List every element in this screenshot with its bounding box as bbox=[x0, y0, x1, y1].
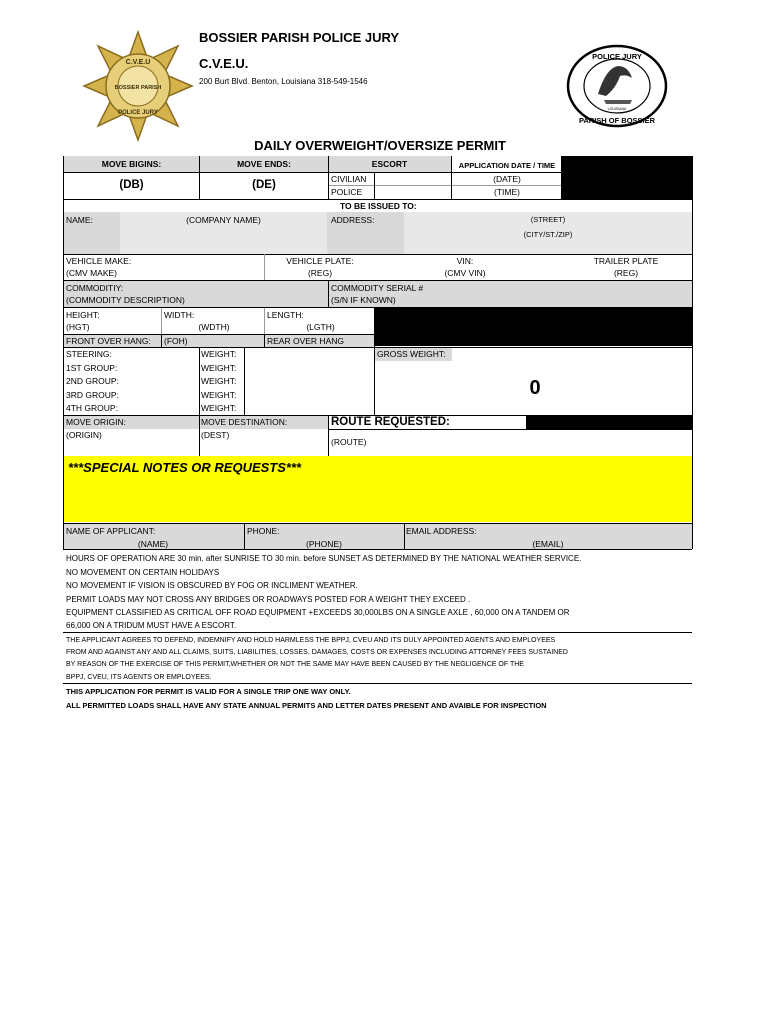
height-value[interactable]: (HGT) bbox=[66, 322, 90, 332]
app-time-value[interactable]: (TIME) bbox=[494, 187, 520, 197]
unit-title: C.V.E.U. bbox=[199, 56, 249, 71]
vin-value[interactable]: (CMV VIN) bbox=[444, 268, 486, 278]
app-date-label: APPLICATION DATE / TIME bbox=[458, 161, 556, 170]
footer-annual-permits: ALL PERMITTED LOADS SHALL HAVE ANY STATE ANNUAL PERMITS AND LETTER DATES PRESENT AND AVAIBLE FOR INSPECTION bbox=[66, 701, 547, 710]
foh-label: FRONT OVER HANG: bbox=[66, 336, 151, 346]
roh-value[interactable]: (ROH) bbox=[377, 336, 402, 346]
trailer-plate-value[interactable]: (REG) bbox=[613, 268, 639, 278]
roh-label: REAR OVER HANG bbox=[267, 336, 344, 346]
commodity-label: COMMODITIY: bbox=[66, 283, 124, 293]
phone-label: PHONE: bbox=[247, 526, 280, 536]
move-origin-value[interactable]: (ORIGIN) bbox=[66, 430, 102, 440]
rule-equipment: EQUIPMENT CLASSIFIED AS CRITICAL OFF ROAD EQUIPMENT +EXCEEDS 30,000LBS ON A SINGLE AXLE , 60,000 ON A TANDEM OR bbox=[66, 608, 570, 617]
length-value[interactable]: (LGTH) bbox=[306, 322, 335, 332]
seal-text-top: POLICE JURY bbox=[592, 52, 642, 61]
axle-3rd-label: 3RD GROUP: bbox=[66, 390, 119, 400]
special-notes-title: ***SPECIAL NOTES OR REQUESTS*** bbox=[68, 460, 302, 475]
width-label: WIDTH: bbox=[164, 310, 195, 320]
issued-to-label: TO BE ISSUED TO: bbox=[340, 201, 417, 211]
badge-text-mid: BOSSIER PARISH bbox=[114, 85, 162, 91]
vehicle-make-label: VEHICLE MAKE: bbox=[66, 256, 132, 266]
rule-fog: NO MOVEMENT IF VISION IS OBSCURED BY FOG OR INCLIMENT WEATHER. bbox=[66, 581, 358, 590]
vehicle-plate-label: VEHICLE PLATE: bbox=[286, 256, 354, 266]
indemnity-line-1: THE APPLICANT AGREES TO DEFEND, INDEMNIFY AND HOLD HARMLESS THE BPPJ, CVEU AND ITS DULY APPOINTED AGENTS AND EMPLOYEES bbox=[66, 637, 556, 644]
city-value[interactable]: (CITY/ST./ZIP) bbox=[523, 230, 573, 239]
phone-value[interactable]: (PHONE) bbox=[306, 539, 342, 549]
move-dest-value[interactable]: (DEST) bbox=[201, 430, 230, 440]
commodity-serial-value[interactable]: (S/N IF KNOWN) bbox=[331, 295, 396, 305]
route-black-block bbox=[526, 416, 692, 429]
email-value[interactable]: (EMAIL) bbox=[532, 539, 564, 549]
seal-text-bottom: PARISH OF BOSSIER bbox=[578, 116, 656, 125]
move-ends-value[interactable]: (DE) bbox=[252, 179, 276, 191]
black-block bbox=[561, 156, 692, 200]
address-label: ADDRESS: bbox=[331, 215, 375, 225]
vehicle-make-value[interactable]: (CMV MAKE) bbox=[66, 268, 117, 278]
axle-2nd-weight-label: WEIGHT: bbox=[201, 376, 237, 386]
parish-seal-logo bbox=[566, 44, 668, 128]
vehicle-plate-value[interactable]: (REG) bbox=[307, 268, 333, 278]
axle-steering-weight-label: WEIGHT: bbox=[201, 349, 237, 359]
badge-text-top: C.V.E.U bbox=[125, 59, 151, 66]
street-value[interactable]: (STREET) bbox=[530, 215, 566, 224]
dims-black-block bbox=[374, 308, 692, 346]
axle-4th-weight-label: WEIGHT: bbox=[201, 403, 237, 413]
axle-1st-label: 1ST GROUP: bbox=[66, 363, 118, 373]
axle-2nd-label: 2ND GROUP: bbox=[66, 376, 119, 386]
axle-1st-weight-label: WEIGHT: bbox=[201, 363, 237, 373]
move-dest-label: MOVE DESTINATION: bbox=[201, 417, 288, 427]
footer-single-trip: THIS APPLICATION FOR PERMIT IS VALID FOR A SINGLE TRIP ONE WAY ONLY. bbox=[66, 687, 351, 696]
org-address: 200 Burt Blvd. Benton, Louisiana 318-549-1546 bbox=[199, 77, 368, 86]
route-value[interactable]: (ROUTE) bbox=[331, 437, 367, 447]
route-requested-label: ROUTE REQUESTED: bbox=[331, 416, 450, 428]
form-title: DAILY OVERWEIGHT/OVERSIZE PERMIT bbox=[254, 138, 506, 153]
escort-police[interactable]: POLICE bbox=[331, 187, 363, 197]
company-name-value[interactable]: (COMPANY NAME) bbox=[186, 215, 261, 225]
commodity-value[interactable]: (COMMODITY DESCRIPTION) bbox=[66, 295, 185, 305]
applicant-name-label: NAME OF APPLICANT: bbox=[66, 526, 156, 536]
applicant-name-value[interactable]: (NAME) bbox=[137, 539, 169, 549]
indemnity-line-3: BY REASON OF THE EXERCISE OF THIS PERMIT,WHETHER OR NOT THE SAME MAY HAVE BEEN CAUSED BY THE NEGLIGENCE OF THE bbox=[66, 661, 524, 668]
move-ends-label: MOVE ENDS: bbox=[237, 159, 291, 169]
axle-4th-label: 4TH GROUP: bbox=[66, 403, 118, 413]
move-origin-label: MOVE ORIGIN: bbox=[66, 417, 126, 427]
vin-label: VIN: bbox=[456, 256, 474, 266]
height-label: HEIGHT: bbox=[66, 310, 100, 320]
seal-text-state: LOUISIANA bbox=[607, 107, 627, 111]
axle-steering-label: STEERING: bbox=[66, 349, 112, 359]
escort-label: ESCORT bbox=[371, 159, 408, 169]
name-label: NAME: bbox=[66, 215, 93, 225]
rule-bridges: PERMIT LOADS MAY NOT CROSS ANY BRIDGES OR ROADWAYS POSTED FOR A WEIGHT THEY EXCEED . bbox=[66, 595, 471, 604]
email-label: EMAIL ADDRESS: bbox=[406, 526, 477, 536]
axle-3rd-weight-label: WEIGHT: bbox=[201, 390, 237, 400]
commodity-serial-label: COMMODITY SERIAL # bbox=[331, 283, 424, 293]
rule-hours: HOURS OF OPERATION ARE 30 min. after SUNRISE TO 30 min. before SUNSET AS DETERMINED BY THE NATIONAL WEATHER SERVICE. bbox=[66, 554, 582, 563]
length-label: LENGTH: bbox=[267, 310, 304, 320]
indemnity-line-4: BPPJ, CVEU, ITS AGENTS OR EMPLOYEES. bbox=[66, 674, 212, 681]
gross-weight-value[interactable]: 0 bbox=[529, 377, 541, 399]
gross-weight-label: GROSS WEIGHT: bbox=[377, 349, 446, 359]
indemnity-line-2: FROM AND AGAINST ANY AND ALL CLAIMS, SUITS, LIABILITIES, LOSSES, DAMAGES, COSTS OR EXPENSES INCLUDING ATTORNEY FEES SUSTAINED bbox=[66, 649, 568, 656]
app-date-value[interactable]: (DATE) bbox=[493, 174, 521, 184]
org-title: BOSSIER PARISH POLICE JURY bbox=[199, 30, 400, 45]
move-begins-label: MOVE BIGINS: bbox=[101, 159, 162, 169]
rule-escort: 66,000 ON A TRIDUM MUST HAVE A ESCORT. bbox=[66, 621, 237, 630]
badge-text-bottom: POLICE JURY bbox=[118, 110, 158, 116]
trailer-plate-label: TRAILER PLATE bbox=[593, 256, 659, 266]
sheriff-badge-logo bbox=[82, 30, 194, 142]
move-begins-value[interactable]: (DB) bbox=[119, 179, 144, 191]
escort-civilian[interactable]: CIVILIAN bbox=[331, 174, 367, 184]
rule-holidays: NO MOVEMENT ON CERTAIN HOLIDAYS bbox=[66, 568, 220, 577]
foh-value[interactable]: (FOH) bbox=[164, 336, 188, 346]
width-value[interactable]: (WDTH) bbox=[198, 322, 230, 332]
